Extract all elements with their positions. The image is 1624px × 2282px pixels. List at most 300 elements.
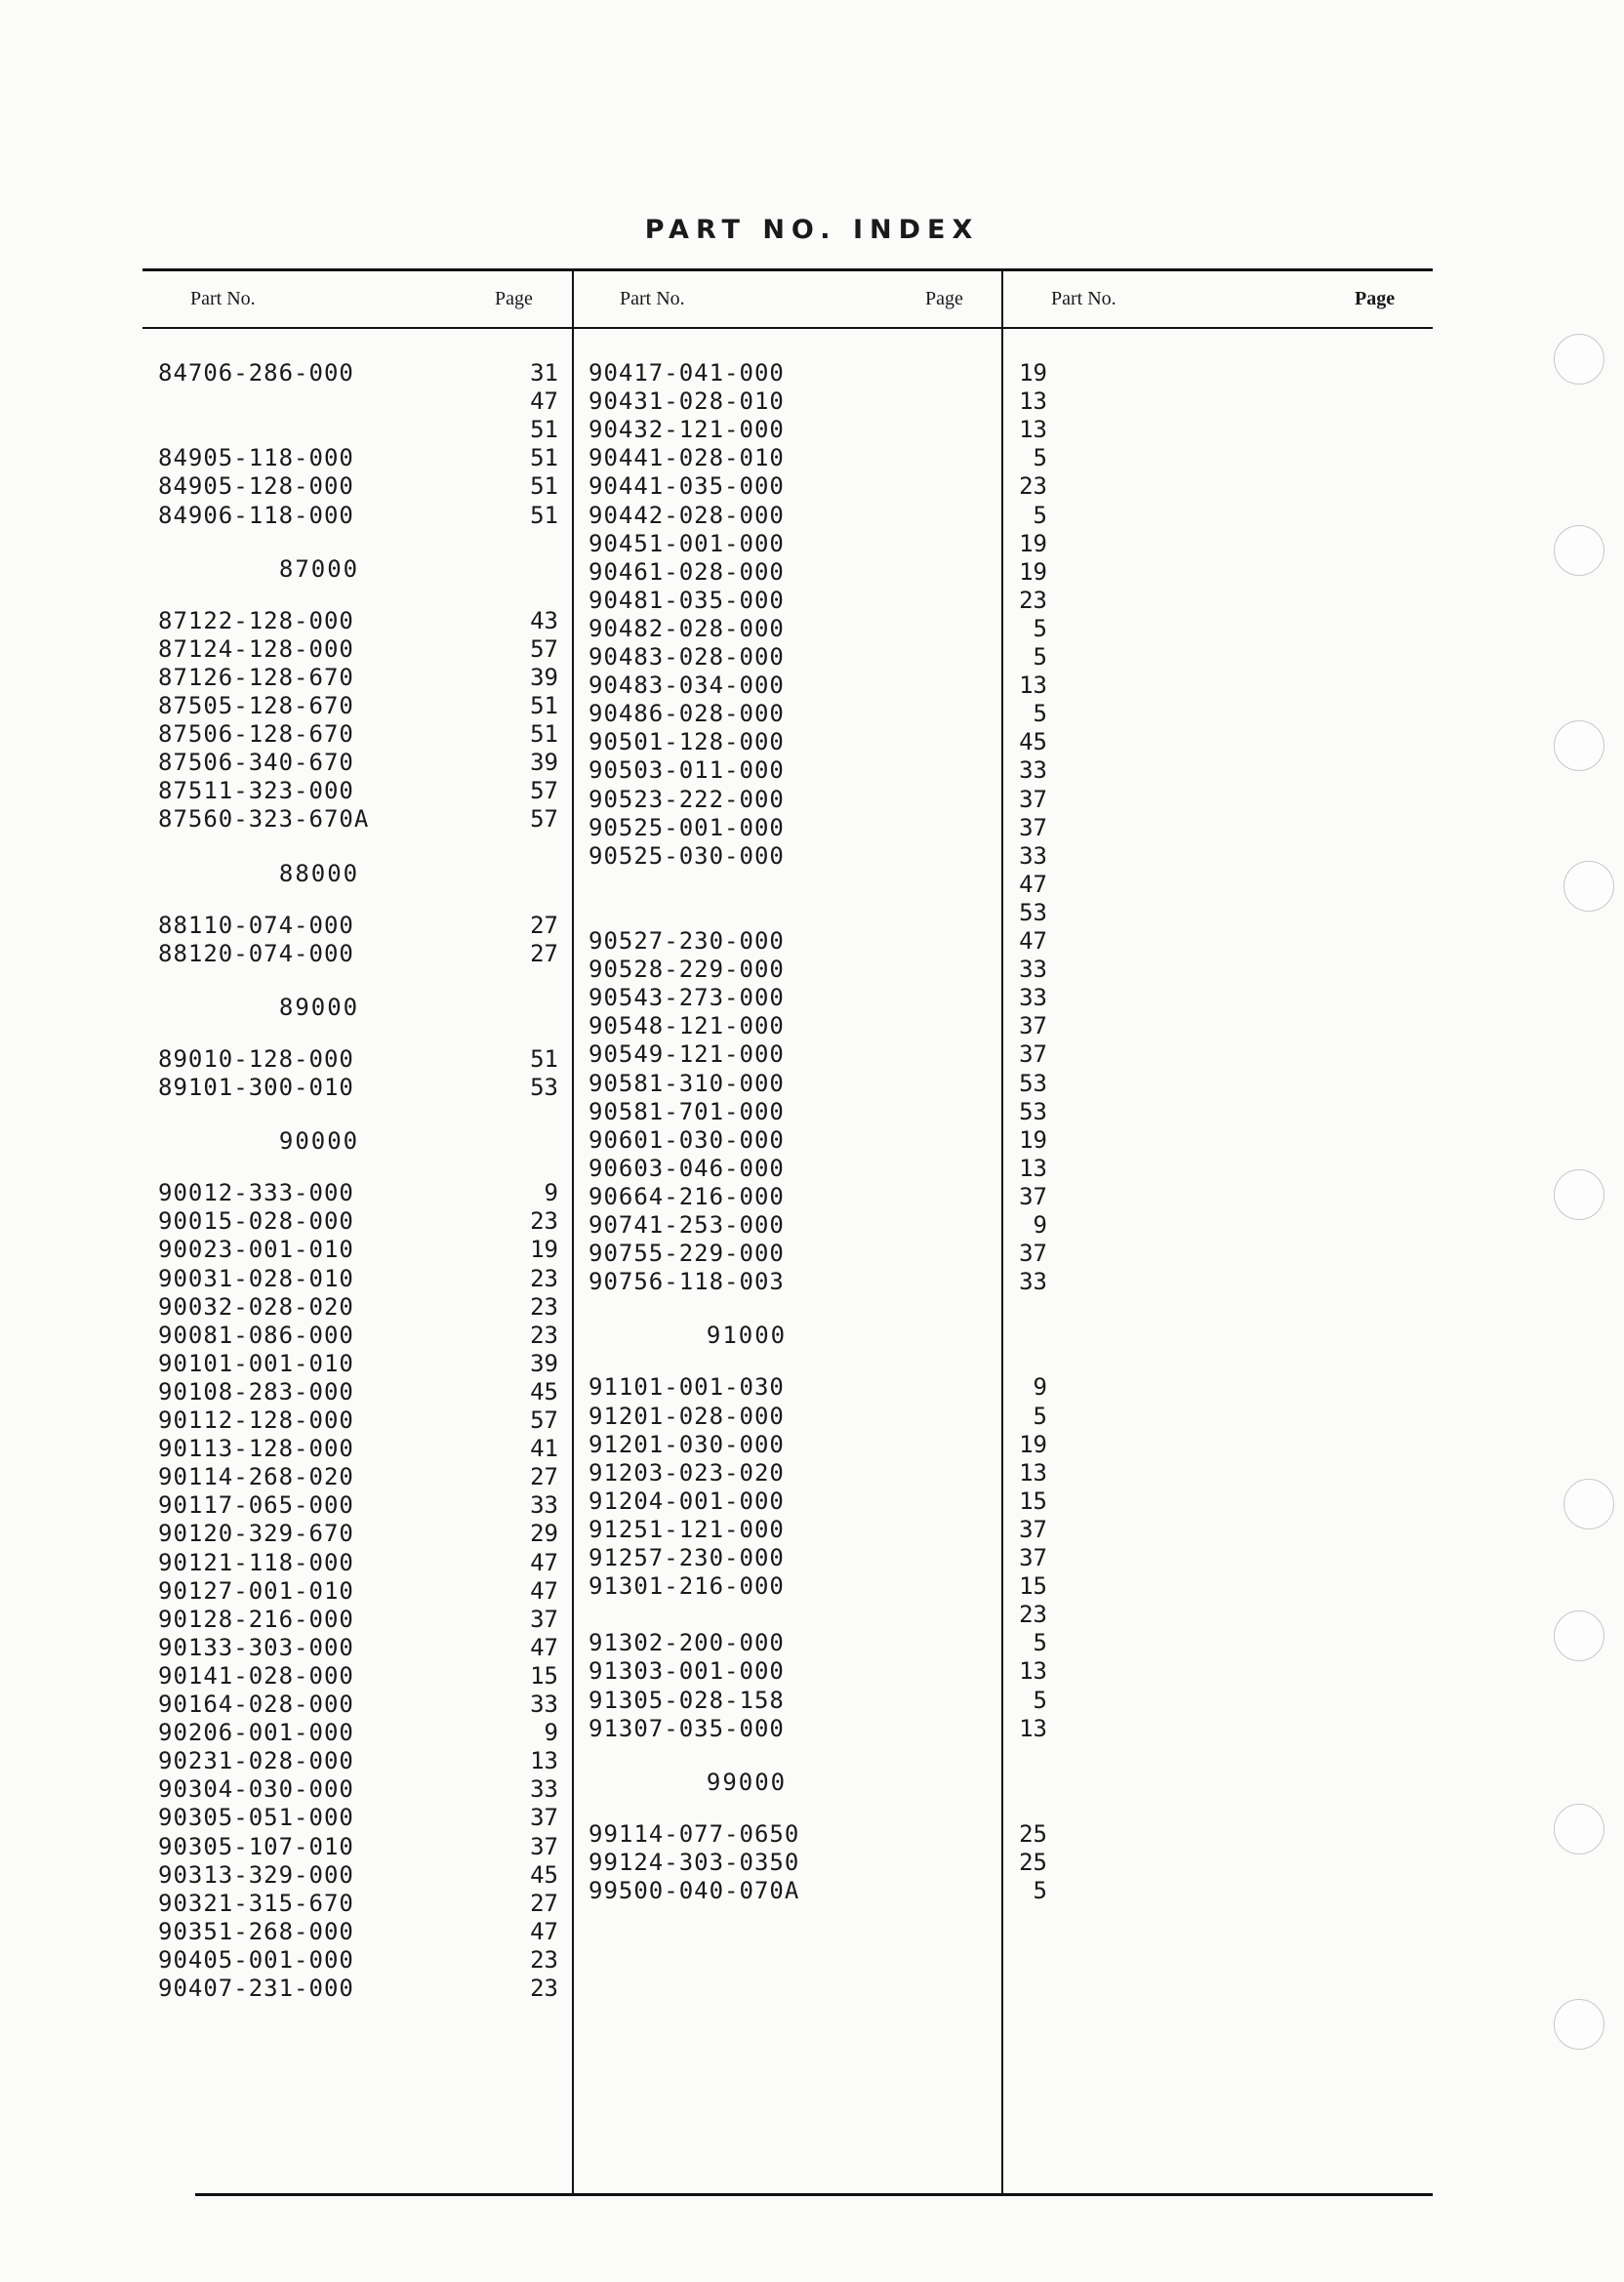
page-number: 13 xyxy=(1019,672,1047,700)
page-number: 15 xyxy=(1019,1487,1047,1515)
part-number: 90581-701-000 xyxy=(589,1097,785,1125)
index-row xyxy=(589,472,1047,501)
page-number: 13 xyxy=(530,1747,558,1775)
part-number: 87124-128-000 xyxy=(158,634,354,663)
header-part-no: Part No. xyxy=(620,288,685,309)
part-number: 90081-086-000 xyxy=(158,1321,354,1349)
index-row xyxy=(589,643,1047,672)
part-number: 87560-323-670A xyxy=(158,805,370,834)
page-number: 9 xyxy=(1033,1211,1047,1239)
index-row xyxy=(589,700,1047,728)
page-number: 37 xyxy=(1019,1040,1047,1069)
index-row xyxy=(589,1601,1047,1629)
index-row xyxy=(158,1236,558,1264)
part-number: 90031-028-010 xyxy=(158,1264,354,1292)
page-number: 5 xyxy=(1033,1402,1047,1430)
index-row xyxy=(158,1045,558,1074)
index-row xyxy=(158,692,558,720)
index-row xyxy=(589,1487,1047,1516)
page-number: 47 xyxy=(530,1917,558,1945)
page-number: 51 xyxy=(530,692,558,719)
part-number: 90231-028-000 xyxy=(158,1747,354,1775)
part-number: 90503-011-000 xyxy=(589,756,785,785)
page-number: 33 xyxy=(1019,756,1047,785)
page-number: 53 xyxy=(1019,1069,1047,1097)
page-number: 5 xyxy=(1033,1877,1047,1904)
page-number: 9 xyxy=(1033,1373,1047,1402)
index-row xyxy=(589,1544,1047,1572)
page-number: 37 xyxy=(1019,1012,1047,1040)
index-row xyxy=(158,1074,558,1102)
index-row xyxy=(158,1918,558,1946)
page-number: 5 xyxy=(1033,444,1047,472)
page-number: 33 xyxy=(530,1491,558,1520)
part-number: 90127-001-010 xyxy=(158,1576,354,1605)
part-number: 90528-229-000 xyxy=(589,956,785,984)
page-number: 37 xyxy=(1019,1182,1047,1210)
part-number: 90305-107-010 xyxy=(158,1832,354,1860)
index-row xyxy=(158,805,558,834)
index-row xyxy=(589,1459,1047,1487)
page-number: 33 xyxy=(1019,956,1047,984)
index-row xyxy=(158,1946,558,1975)
index-row xyxy=(589,786,1047,814)
binder-hole xyxy=(1563,861,1614,912)
part-number: 90407-231-000 xyxy=(158,1975,354,2002)
column-divider xyxy=(572,270,574,2193)
page-number: 51 xyxy=(530,720,558,749)
part-number: 90451-001-000 xyxy=(589,529,785,557)
index-row xyxy=(589,984,1047,1012)
part-number: 90206-001-000 xyxy=(158,1719,354,1747)
part-number: 90032-028-020 xyxy=(158,1292,354,1321)
part-number: 90141-028-000 xyxy=(158,1661,354,1690)
index-row xyxy=(158,1265,558,1293)
part-number: 90601-030-000 xyxy=(589,1125,785,1154)
page-number: 51 xyxy=(530,501,558,529)
page-number: 33 xyxy=(1019,1268,1047,1296)
index-row xyxy=(158,1463,558,1491)
index-row xyxy=(158,1207,558,1236)
top-rule xyxy=(142,268,1433,271)
index-row xyxy=(589,814,1047,842)
part-number: 88120-074-000 xyxy=(158,939,354,967)
part-number: 90164-028-000 xyxy=(158,1691,354,1718)
part-number: 90603-046-000 xyxy=(589,1154,785,1182)
part-number: 90664-216-000 xyxy=(589,1182,785,1210)
part-number: 90120-329-670 xyxy=(158,1520,354,1548)
index-row xyxy=(589,1687,1047,1715)
page-number: 51 xyxy=(530,444,558,472)
index-row xyxy=(589,1268,1047,1296)
index-row xyxy=(158,1179,558,1207)
index-row xyxy=(158,444,558,472)
index-row xyxy=(158,1322,558,1350)
section-heading: 90000 xyxy=(278,1127,360,1156)
page-number: 47 xyxy=(530,1548,558,1576)
index-row xyxy=(589,1012,1047,1040)
page-number: 13 xyxy=(1019,1714,1047,1742)
page-number: 33 xyxy=(1019,984,1047,1012)
part-number: 90304-030-000 xyxy=(158,1775,354,1804)
page-number: 5 xyxy=(1033,700,1047,728)
page-number: 53 xyxy=(1019,898,1047,926)
page-number: 27 xyxy=(530,1889,558,1917)
part-number: 90527-230-000 xyxy=(589,927,785,955)
part-number: 91203-023-020 xyxy=(589,1458,785,1487)
index-row xyxy=(589,416,1047,444)
page-number: 29 xyxy=(530,1520,558,1548)
index-row xyxy=(158,1861,558,1890)
part-number: 90441-035-000 xyxy=(589,472,785,501)
part-number: 91201-030-000 xyxy=(589,1430,785,1458)
index-row xyxy=(158,1804,558,1832)
part-number: 90012-333-000 xyxy=(158,1179,354,1207)
index-row xyxy=(589,1849,1047,1877)
part-number: 90108-283-000 xyxy=(158,1377,354,1406)
binder-hole xyxy=(1554,1610,1604,1661)
index-row xyxy=(589,1572,1047,1601)
index-row xyxy=(158,1975,558,2003)
part-number: 84706-286-000 xyxy=(158,359,354,387)
page-number: 57 xyxy=(530,634,558,663)
part-number: 90486-028-000 xyxy=(589,700,785,728)
part-number: 90549-121-000 xyxy=(589,1040,785,1069)
page-number: 27 xyxy=(530,1463,558,1491)
page-number: 19 xyxy=(1019,359,1047,387)
index-row xyxy=(158,1491,558,1520)
page-number: 51 xyxy=(530,472,558,501)
header-page: Page xyxy=(1355,288,1396,309)
index-row xyxy=(158,720,558,749)
part-number: 90581-310-000 xyxy=(589,1069,785,1097)
page-number: 5 xyxy=(1033,1629,1047,1657)
part-number: 90523-222-000 xyxy=(589,785,785,813)
page-number: 19 xyxy=(1019,1430,1047,1458)
part-number: 90313-329-000 xyxy=(158,1860,354,1889)
binder-hole xyxy=(1554,1804,1604,1854)
index-row xyxy=(158,607,558,635)
index-row xyxy=(589,1403,1047,1431)
part-number: 87126-128-670 xyxy=(158,663,354,691)
index-row xyxy=(158,1890,558,1918)
page-number: 19 xyxy=(1019,557,1047,586)
page-number: 13 xyxy=(1019,416,1047,444)
part-number: 88110-074-000 xyxy=(158,911,354,939)
index-row xyxy=(589,530,1047,558)
page-number: 33 xyxy=(530,1775,558,1804)
page-number: 33 xyxy=(1019,841,1047,870)
page-number: 15 xyxy=(530,1661,558,1690)
header-page: Page xyxy=(925,288,963,309)
part-number: 84906-118-000 xyxy=(158,501,354,529)
index-row xyxy=(158,635,558,664)
section-heading: 88000 xyxy=(278,859,360,887)
part-number: 99500-040-070A xyxy=(589,1877,800,1904)
index-row xyxy=(589,1098,1047,1126)
page-number: 43 xyxy=(530,606,558,634)
page-number: 23 xyxy=(530,1321,558,1349)
part-number: 90121-118-000 xyxy=(158,1548,354,1576)
page-number: 15 xyxy=(1019,1572,1047,1601)
index-row xyxy=(158,359,558,387)
index-row xyxy=(158,749,558,777)
page-number: 9 xyxy=(544,1719,558,1747)
page-number: 5 xyxy=(1033,643,1047,671)
part-number: 90525-030-000 xyxy=(589,841,785,870)
index-row xyxy=(158,1833,558,1861)
index-row xyxy=(589,1431,1047,1459)
page-number: 37 xyxy=(1019,785,1047,813)
page-number: 23 xyxy=(530,1292,558,1321)
index-row xyxy=(589,444,1047,472)
page-number: 5 xyxy=(1033,501,1047,529)
page-number: 9 xyxy=(544,1179,558,1207)
index-row xyxy=(589,1070,1047,1098)
page-title: PART NO. INDEX xyxy=(644,215,980,245)
page-number: 47 xyxy=(1019,927,1047,955)
part-number: 90128-216-000 xyxy=(158,1605,354,1633)
part-number: 90432-121-000 xyxy=(589,416,785,444)
index-row xyxy=(589,672,1047,700)
part-number: 90548-121-000 xyxy=(589,1012,785,1040)
part-number: 90501-128-000 xyxy=(589,728,785,756)
page-number: 23 xyxy=(530,1207,558,1236)
part-number: 89101-300-010 xyxy=(158,1074,354,1101)
part-number: 99114-077-0650 xyxy=(589,1819,800,1848)
page-number: 19 xyxy=(1019,1125,1047,1154)
part-number: 84905-118-000 xyxy=(158,444,354,472)
page-number: 37 xyxy=(1019,1515,1047,1543)
part-number: 90482-028-000 xyxy=(589,614,785,642)
part-number: 90023-001-010 xyxy=(158,1236,354,1264)
index-row xyxy=(589,1040,1047,1069)
page-number: 45 xyxy=(530,1377,558,1406)
index-row xyxy=(589,1373,1047,1402)
page-number: 19 xyxy=(1019,529,1047,557)
index-row xyxy=(589,1126,1047,1155)
part-number: 87506-128-670 xyxy=(158,720,354,749)
index-row xyxy=(589,1516,1047,1544)
part-number: 90305-051-000 xyxy=(158,1804,354,1832)
page-number: 51 xyxy=(530,416,558,444)
part-number: 90741-253-000 xyxy=(589,1211,785,1239)
page-number: 37 xyxy=(1019,813,1047,841)
part-number: 90133-303-000 xyxy=(158,1633,354,1661)
page-number: 31 xyxy=(530,359,558,387)
page-number: 37 xyxy=(530,1832,558,1860)
part-number: 90483-028-000 xyxy=(589,643,785,671)
part-number: 90431-028-010 xyxy=(589,387,785,416)
index-row xyxy=(589,899,1047,927)
part-number: 91257-230-000 xyxy=(589,1544,785,1571)
index-row xyxy=(158,1719,558,1747)
index-row xyxy=(589,728,1047,756)
header-part-no: Part No. xyxy=(190,288,256,309)
index-row xyxy=(158,664,558,692)
part-number: 90755-229-000 xyxy=(589,1240,785,1268)
index-row xyxy=(158,1747,558,1775)
index-row xyxy=(589,587,1047,615)
header-page: Page xyxy=(495,288,533,309)
page-number: 57 xyxy=(530,1406,558,1434)
index-row xyxy=(589,615,1047,643)
part-number: 90351-268-000 xyxy=(158,1917,354,1945)
page-number: 23 xyxy=(1019,1601,1047,1629)
page-number: 41 xyxy=(530,1435,558,1463)
part-number: 90321-315-670 xyxy=(158,1889,354,1917)
index-row xyxy=(589,1820,1047,1849)
page-number: 39 xyxy=(530,663,558,691)
binder-hole xyxy=(1554,720,1604,771)
part-number: 90483-034-000 xyxy=(589,672,785,700)
page-number: 23 xyxy=(530,1975,558,2002)
page-number: 57 xyxy=(530,777,558,805)
page-number: 5 xyxy=(1033,1686,1047,1714)
index-row xyxy=(158,1634,558,1662)
bottom-rule xyxy=(195,2193,1433,2196)
part-number: 91301-216-000 xyxy=(589,1572,785,1601)
part-number: 90112-128-000 xyxy=(158,1406,354,1434)
binder-hole xyxy=(1554,525,1604,576)
section-heading: 91000 xyxy=(706,1322,788,1350)
part-number: 91305-028-158 xyxy=(589,1686,785,1714)
part-number: 84905-128-000 xyxy=(158,472,354,501)
page-number: 57 xyxy=(530,805,558,834)
page-number: 13 xyxy=(1019,1657,1047,1686)
page-number: 19 xyxy=(530,1236,558,1264)
index-row xyxy=(158,1520,558,1548)
page-number: 23 xyxy=(530,1264,558,1292)
index-row xyxy=(158,502,558,530)
page-number: 47 xyxy=(530,387,558,416)
index-row xyxy=(158,1577,558,1606)
index-row xyxy=(589,1715,1047,1743)
index-row xyxy=(589,1211,1047,1240)
part-number: 90117-065-000 xyxy=(158,1491,354,1520)
page-number: 13 xyxy=(1019,387,1047,416)
index-row xyxy=(589,502,1047,530)
page-number: 47 xyxy=(530,1633,558,1661)
index-row xyxy=(158,1662,558,1691)
index-row xyxy=(589,956,1047,984)
part-number: 90756-118-003 xyxy=(589,1268,785,1296)
page-number: 33 xyxy=(530,1691,558,1718)
part-number: 90543-273-000 xyxy=(589,984,785,1012)
index-row xyxy=(158,1350,558,1378)
index-row xyxy=(158,472,558,501)
part-number: 99124-303-0350 xyxy=(589,1848,800,1876)
index-row xyxy=(589,927,1047,956)
page-number: 37 xyxy=(1019,1544,1047,1571)
section-heading: 89000 xyxy=(278,993,360,1021)
index-row xyxy=(589,1877,1047,1905)
part-number: 87505-128-670 xyxy=(158,692,354,719)
page-number: 23 xyxy=(1019,472,1047,501)
part-number: 90114-268-020 xyxy=(158,1463,354,1491)
index-row xyxy=(158,1549,558,1577)
part-number: 91251-121-000 xyxy=(589,1515,785,1543)
index-row xyxy=(589,756,1047,785)
index-row xyxy=(158,912,558,940)
page-number: 47 xyxy=(1019,870,1047,898)
binder-hole xyxy=(1563,1479,1614,1529)
page-number: 39 xyxy=(530,1349,558,1377)
index-row xyxy=(158,387,558,416)
part-number: 90461-028-000 xyxy=(589,557,785,586)
part-number: 87122-128-000 xyxy=(158,606,354,634)
page-number: 23 xyxy=(1019,586,1047,614)
index-row xyxy=(589,558,1047,587)
page-number: 45 xyxy=(1019,728,1047,756)
index-row xyxy=(158,1406,558,1435)
part-number: 91307-035-000 xyxy=(589,1714,785,1742)
index-row xyxy=(158,416,558,444)
page-number: 45 xyxy=(530,1860,558,1889)
part-number: 91302-200-000 xyxy=(589,1629,785,1657)
index-row xyxy=(589,1657,1047,1686)
page-number: 13 xyxy=(1019,1154,1047,1182)
index-row xyxy=(158,777,558,805)
section-heading: 87000 xyxy=(278,554,360,583)
part-number: 91204-001-000 xyxy=(589,1487,785,1515)
index-row xyxy=(158,1435,558,1463)
part-number: 90101-001-010 xyxy=(158,1349,354,1377)
index-row xyxy=(158,940,558,968)
page-number: 53 xyxy=(1019,1097,1047,1125)
part-number: 91101-001-030 xyxy=(589,1373,785,1402)
page-number: 39 xyxy=(530,749,558,777)
header-rule xyxy=(142,327,1433,329)
page-number: 23 xyxy=(530,1945,558,1974)
index-row xyxy=(589,1155,1047,1183)
page-number: 25 xyxy=(1019,1819,1047,1848)
page-number: 27 xyxy=(530,911,558,939)
index-row xyxy=(589,1183,1047,1211)
part-number: 91201-028-000 xyxy=(589,1402,785,1430)
part-number: 90113-128-000 xyxy=(158,1435,354,1463)
index-row xyxy=(158,1293,558,1322)
page-number: 51 xyxy=(530,1044,558,1073)
page-number: 37 xyxy=(1019,1240,1047,1268)
part-number: 87506-340-670 xyxy=(158,749,354,777)
page-number: 27 xyxy=(530,939,558,967)
page-number: 37 xyxy=(530,1605,558,1633)
index-row xyxy=(589,842,1047,871)
part-number: 90441-028-010 xyxy=(589,444,785,472)
part-number: 90405-001-000 xyxy=(158,1945,354,1974)
page-number: 5 xyxy=(1033,614,1047,642)
index-row xyxy=(589,359,1047,387)
part-number: 90442-028-000 xyxy=(589,501,785,529)
page-number: 25 xyxy=(1019,1848,1047,1876)
part-number: 91303-001-000 xyxy=(589,1657,785,1686)
part-number: 90525-001-000 xyxy=(589,813,785,841)
section-heading: 99000 xyxy=(706,1768,788,1796)
part-number: 90015-028-000 xyxy=(158,1207,354,1236)
binder-hole xyxy=(1554,1999,1604,2050)
index-row xyxy=(158,1606,558,1634)
binder-hole xyxy=(1554,1169,1604,1220)
index-row xyxy=(589,1629,1047,1657)
index-row xyxy=(589,1240,1047,1268)
page-number: 53 xyxy=(530,1074,558,1101)
index-row xyxy=(158,1378,558,1406)
binder-hole xyxy=(1554,334,1604,385)
index-row xyxy=(158,1775,558,1804)
page-number: 13 xyxy=(1019,1458,1047,1487)
index-row xyxy=(589,387,1047,416)
